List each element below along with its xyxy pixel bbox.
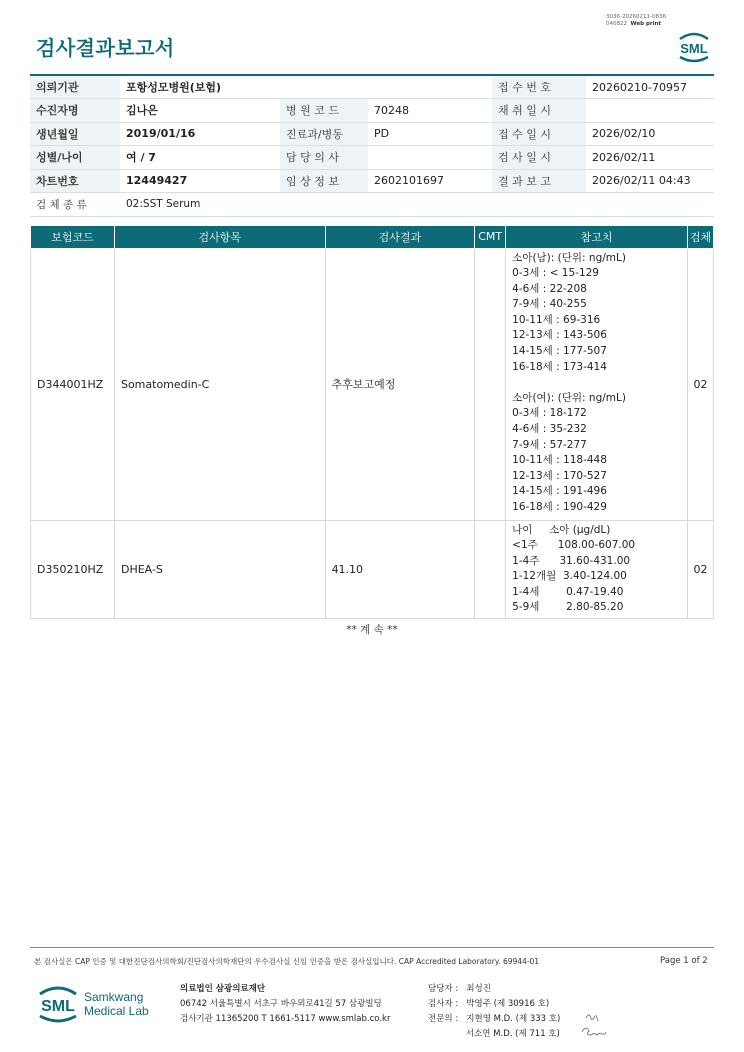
test-date-label: 검 사 일 시 [492, 146, 586, 170]
birth-value: 2019/01/16 [120, 122, 280, 146]
header-specimen: 검체 [687, 226, 713, 248]
staff-info [428, 982, 560, 1042]
reference-line: 14-15세 : 177-507 [512, 345, 607, 358]
sml-logo-icon [674, 26, 714, 66]
reference-line: 0-3세 : 18-172 [512, 407, 587, 420]
svg-text:Samkwang: Samkwang [84, 990, 144, 1004]
specimen-label: 검 체 종 류 [30, 193, 120, 217]
organization-info [180, 982, 390, 1027]
page-title: 검사결과보고서 [36, 36, 175, 60]
row-item: DHEA-S [114, 520, 325, 619]
svg-text:SML: SML [41, 998, 75, 1015]
reference-line: <1주 108.00-607.00 [512, 539, 636, 552]
receipt-date-value: 2026/02/10 [586, 122, 714, 146]
row-result: 41.10 [325, 520, 475, 619]
requester-label: 의뢰기관 [30, 75, 120, 99]
document-code: 3036-20260211-0836 040822 Web print [606, 14, 666, 27]
hospital-code-value: 70248 [368, 99, 492, 123]
doctor-value [368, 146, 492, 170]
staff-line: 검사자 : 박영주 (제 30916 호) [428, 999, 550, 1009]
receipt-date-label: 접 수 일 시 [492, 122, 586, 146]
reference-line: 나이 소아 (μg/dL) [512, 523, 611, 536]
org-name: 의료법인 삼광의료재단 [180, 984, 266, 994]
row-result: 추후보고예정 [325, 248, 475, 520]
table-row [31, 520, 714, 619]
clinical-label: 임 상 정 보 [280, 169, 368, 193]
header-test-result: 검사결과 [325, 226, 475, 248]
dept-label: 진료과/병동 [280, 122, 368, 146]
hospital-code-label: 병 원 코 드 [280, 99, 368, 123]
reference-line: 14-15세 : 191-496 [512, 485, 607, 498]
staff-line: 서소연 M.D. (제 711 호) [428, 1029, 560, 1039]
patient-value: 김나은 [120, 99, 280, 123]
staff-line: 전문의 : 지현영 M.D. (제 333 호) [428, 1014, 561, 1024]
reference-line: 12-13세 : 170-527 [512, 469, 607, 482]
reference-line: 4-6세 : 22-208 [512, 282, 587, 295]
reference-line: 10-11세 : 69-316 [512, 313, 601, 326]
table-row [31, 248, 714, 520]
row-code: D344001HZ [31, 248, 115, 520]
reference-line: 16-18세 : 190-429 [512, 501, 607, 513]
doctor-label: 담 당 의 사 [280, 146, 368, 170]
collect-date-value [586, 99, 714, 123]
reference-line: 16-18세 : 173-414 [512, 360, 607, 373]
sex-age-label: 성별/나이 [30, 146, 120, 170]
receipt-no-value: 20260210-70957 [586, 75, 714, 99]
signature-icon [578, 1008, 610, 1038]
accreditation-note: 본 검사실은 CAP 인증 및 대한진단검사의학회/진단검사의학재단의 우수검사실 신임 인증을 받은 검사실입니다. CAP Accredited Laboratory. 69944-01 [34, 957, 540, 966]
chart-no-label: 차트번호 [30, 169, 120, 193]
reference-line: 1-12개월 3.40-124.00 [512, 570, 627, 583]
header-test-item: 검사항목 [114, 226, 325, 248]
samkwang-logo-icon [36, 980, 176, 1026]
header-cmt: CMT [475, 226, 506, 248]
svg-text:Medical Lab: Medical Lab [84, 1004, 149, 1018]
birth-label: 생년월일 [30, 122, 120, 146]
row-specimen: 02 [687, 520, 713, 619]
reference-line: 1-4세 0.47-19.40 [512, 585, 624, 598]
test-date-value: 2026/02/11 [586, 146, 714, 170]
reference-line: 5-9세 2.80-85.20 [512, 601, 624, 614]
reference-line: 7-9세 : 40-255 [512, 298, 587, 311]
reference-line: 12-13세 : 143-506 [512, 329, 607, 342]
clinical-value: 2602101697 [368, 169, 492, 193]
specimen-value: 02:SST Serum [120, 193, 714, 217]
reference-line: 7-9세 : 57-277 [512, 438, 587, 451]
patient-info-table [30, 74, 714, 217]
org-contact: 검사기관 11365200 T 1661-5117 www.smlab.co.kr [180, 1014, 391, 1024]
reference-line: 소아(여): (단위: ng/mL) [512, 391, 626, 404]
reference-line: 1-4주 31.60-431.00 [512, 554, 631, 567]
reference-line: 4-6세 : 35-232 [512, 423, 587, 436]
reference-line: 소아(남): (단위: ng/mL) [512, 251, 626, 264]
results-header-row [31, 226, 714, 248]
results-table [30, 226, 714, 619]
continued-marker: ** 계 속 ** [346, 624, 398, 636]
dept-value: PD [368, 122, 492, 146]
receipt-no-label: 접 수 번 호 [492, 75, 586, 99]
header-reference: 참고치 [506, 226, 688, 248]
sex-age-value: 여 / 7 [120, 146, 280, 170]
requester-value: 포항성모병원(보험) [120, 75, 492, 99]
row-reference [506, 248, 688, 520]
report-label: 결 과 보 고 [492, 169, 586, 193]
row-item: Somatomedin-C [114, 248, 325, 520]
report-date-value: 2026/02/11 04:43 [586, 169, 714, 193]
row-cmt [475, 520, 506, 619]
collect-date-label: 채 취 일 시 [492, 99, 586, 123]
row-reference [506, 520, 688, 619]
row-cmt [475, 248, 506, 520]
row-code: D350210HZ [31, 520, 115, 619]
staff-line: 담당자 : 최성진 [428, 984, 491, 994]
header-insurance-code: 보험코드 [31, 226, 115, 248]
footer-divider [30, 947, 714, 948]
row-specimen: 02 [687, 248, 713, 520]
reference-spacer [512, 375, 681, 391]
svg-text:SML: SML [680, 41, 708, 56]
reference-line: 0-3세 : < 15-129 [512, 267, 599, 280]
reference-line: 10-11세 : 118-448 [512, 454, 607, 467]
patient-label: 수진자명 [30, 99, 120, 123]
page-number: Page 1 of 2 [660, 956, 708, 966]
org-address: 06742 서울특별시 서초구 바우뫼로41길 57 삼광빌딩 [180, 999, 382, 1009]
chart-no-value: 12449427 [120, 169, 280, 193]
